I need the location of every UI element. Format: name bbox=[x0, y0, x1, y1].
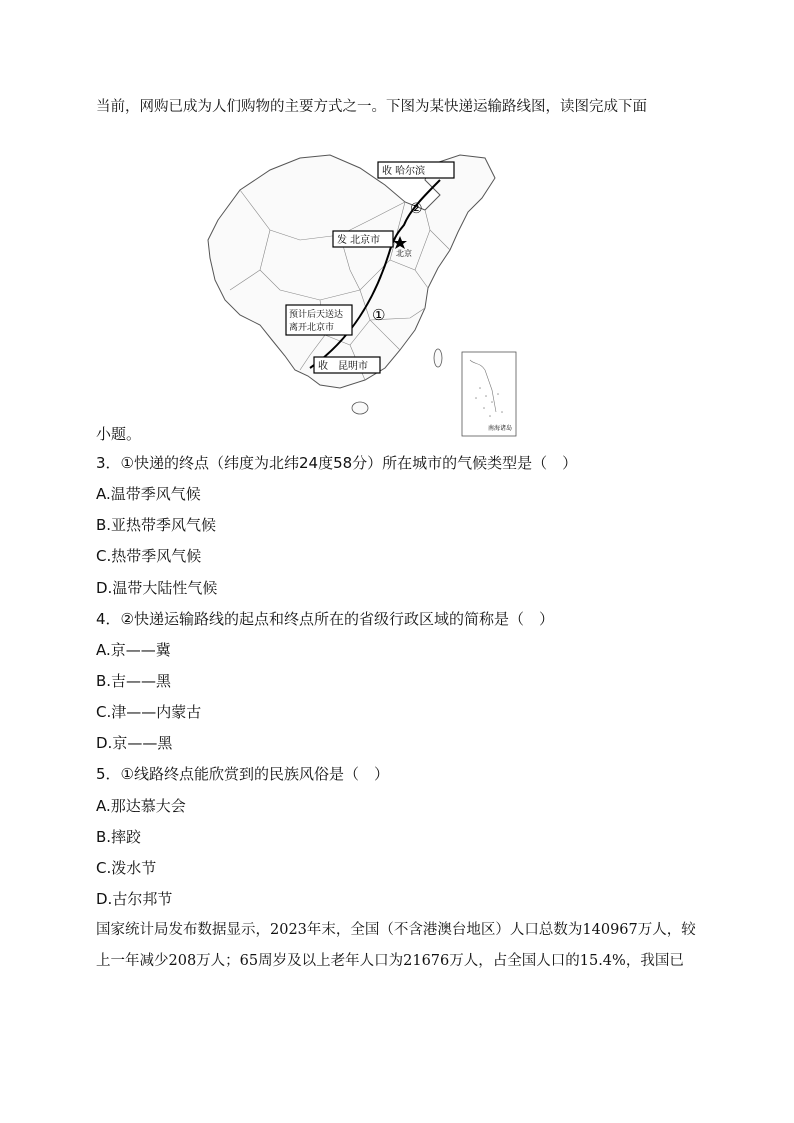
taiwan-island bbox=[434, 349, 442, 367]
question-4-stem: 4．②快递运输路线的起点和终点所在的省级行政区域的简称是（ ） bbox=[96, 610, 554, 628]
question-5-option-a: A.那达慕大会 bbox=[96, 797, 186, 815]
question-4-option-b: B.吉——黑 bbox=[96, 672, 172, 690]
china-map-figure bbox=[200, 150, 520, 440]
question-4-option-a: A.京——冀 bbox=[96, 641, 171, 659]
next-paragraph-line2: 上一年减少208万人；65周岁及以上老年人口为21676万人，占全国人口的15.4%，我国已 bbox=[96, 953, 684, 969]
question-5-option-d: D.古尔邦节 bbox=[96, 890, 173, 908]
question-3-option-d: D.温带大陆性气候 bbox=[96, 579, 218, 597]
label-receive-harbin: 收 哈尔滨 bbox=[382, 166, 426, 177]
question-4-option-d: D.京——黑 bbox=[96, 734, 173, 752]
question-3-option-a: A.温带季风气候 bbox=[96, 485, 201, 503]
china-outline bbox=[208, 155, 495, 388]
label-receive-kunming: 收 昆明市 bbox=[318, 361, 368, 372]
question-3-stem: 3．①快递的终点（纬度为北纬24度58分）所在城市的气候类型是（ ） bbox=[96, 454, 578, 472]
label-estimate-line2: 离开北京市 bbox=[289, 323, 335, 333]
inset-frame bbox=[462, 352, 516, 436]
next-paragraph-line1: 国家统计局发布数据显示，2023年末，全国（不含港澳台地区）人口总数为140967万人，较 bbox=[96, 922, 696, 938]
marker-2: ② bbox=[410, 201, 423, 217]
hainan-island bbox=[352, 402, 368, 414]
question-3-option-b: B.亚热带季风气候 bbox=[96, 516, 217, 534]
question-5-option-c: C.泼水节 bbox=[96, 859, 157, 877]
inset-label: 南海诸岛 bbox=[488, 425, 513, 432]
question-5-stem: 5．①线路终点能欣赏到的民族风俗是（ ） bbox=[96, 765, 389, 783]
intro-text: 当前，网购已成为人们购物的主要方式之一。下图为某快递运输路线图，读图完成下面 bbox=[96, 99, 647, 115]
label-beijing-small: 北京 bbox=[396, 249, 412, 258]
label-estimate-line1: 预计后天送达 bbox=[289, 310, 344, 320]
intro-tail: 小题。 bbox=[96, 425, 142, 443]
label-send-beijing: 发 北京市 bbox=[337, 235, 381, 246]
question-5-option-b: B.摔跤 bbox=[96, 828, 142, 846]
question-3-option-c: C.热带季风气候 bbox=[96, 547, 202, 565]
question-4-option-c: C.津——内蒙古 bbox=[96, 703, 202, 721]
marker-1: ① bbox=[372, 306, 386, 324]
